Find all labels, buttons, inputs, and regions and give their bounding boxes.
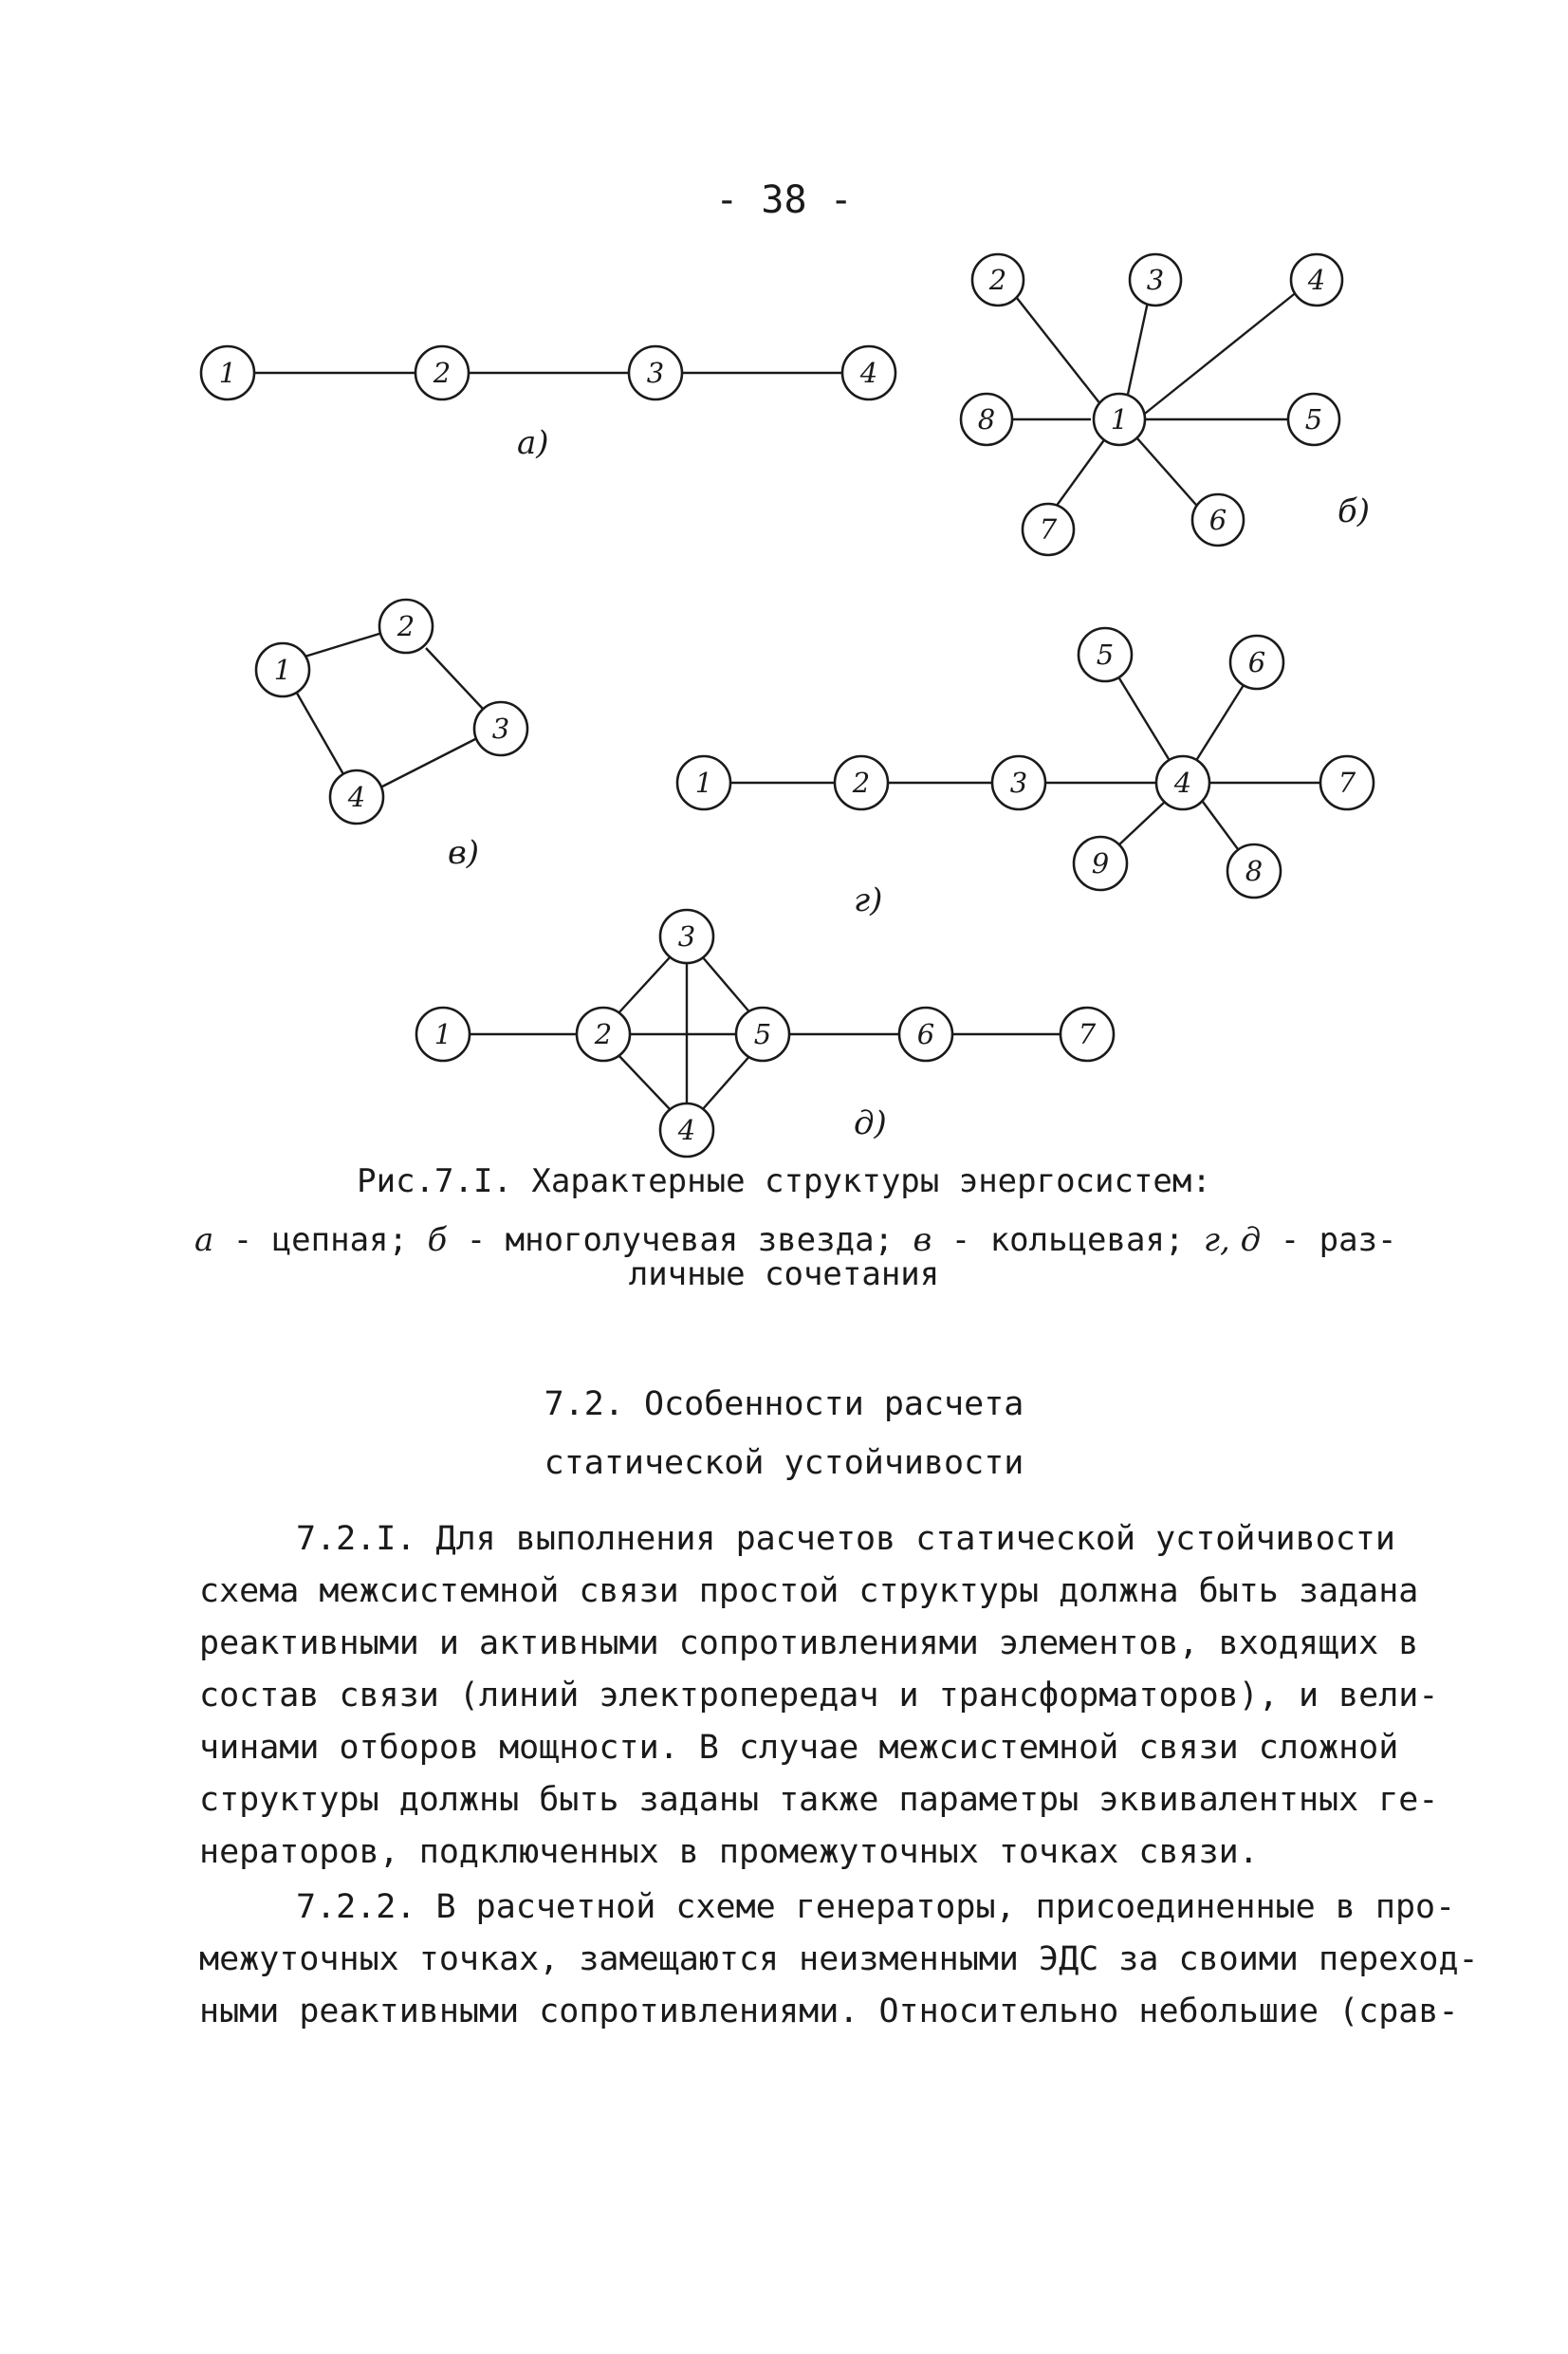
svg-text:8: 8	[1245, 855, 1264, 887]
caption-text-v: - кольцевая;	[932, 1221, 1204, 1259]
svg-text:6: 6	[916, 1018, 935, 1050]
label-d: д)	[854, 1104, 887, 1142]
svg-text:5: 5	[753, 1018, 772, 1050]
body-line: структуры должны быть заданы также параметры эквивалентных ге-	[199, 1781, 1439, 1819]
node-b-1	[1094, 394, 1145, 445]
label-v: в)	[448, 834, 480, 872]
svg-text:8: 8	[977, 403, 996, 436]
node-d-2	[577, 1008, 630, 1061]
edge-d-4-5	[702, 1053, 752, 1110]
node-d-6	[899, 1008, 952, 1061]
edge-g-4-5	[1119, 678, 1169, 759]
svg-text:3: 3	[646, 357, 665, 389]
svg-text:2: 2	[988, 264, 1007, 296]
node-a-4	[842, 346, 895, 399]
node-g-1	[677, 756, 730, 809]
caption-mark-gd: г, д	[1203, 1221, 1262, 1259]
svg-text:4: 4	[1173, 767, 1192, 799]
svg-text:1: 1	[694, 767, 713, 799]
body-line: межуточных точках, замещаются неизменными ЭДС за своими переход-	[199, 1940, 1479, 1978]
edge-b-1-7	[1051, 437, 1106, 513]
diagram-b-star	[961, 254, 1370, 555]
diagram-v-ring	[256, 600, 527, 872]
caption-mark-v: в	[913, 1221, 932, 1259]
body-line: нераторов, подключенных в промежуточных точках связи.	[199, 1833, 1259, 1871]
node-g-8	[1227, 844, 1281, 898]
node-b-7	[1023, 504, 1074, 555]
diagram-g-combination	[677, 628, 1374, 919]
svg-text:3: 3	[677, 920, 696, 953]
body-line: чинами отборов мощности. В случае межсистемной связи сложной	[199, 1729, 1399, 1767]
edge-v-1-2	[302, 633, 382, 658]
node-b-6	[1192, 494, 1244, 546]
node-g-7	[1320, 756, 1374, 809]
edge-g-4-9	[1117, 802, 1165, 846]
figure-caption-line3: личные сочетания	[628, 1255, 940, 1293]
svg-text:6: 6	[1247, 646, 1266, 678]
edge-d-3-5	[702, 956, 752, 1015]
section-heading-line1: 7.2. Особенности расчета	[544, 1385, 1024, 1423]
edge-g-4-8	[1203, 802, 1238, 849]
diagram-a-chain	[201, 346, 895, 462]
svg-text:2: 2	[852, 767, 871, 799]
node-g-3	[992, 756, 1045, 809]
edge-d-2-3	[617, 956, 671, 1015]
node-b-2	[972, 254, 1024, 306]
svg-text:6: 6	[1208, 504, 1227, 536]
svg-text:7: 7	[1039, 513, 1058, 546]
node-d-3	[660, 910, 713, 963]
edge-d-2-4	[617, 1053, 671, 1110]
page-number: - 38 -	[715, 178, 853, 222]
node-g-2	[835, 756, 888, 809]
node-d-4	[660, 1103, 713, 1157]
node-v-4	[330, 770, 383, 824]
node-g-5	[1079, 628, 1132, 681]
caption-text-b: - многолучевая звезда;	[447, 1221, 913, 1259]
label-g: г)	[854, 881, 883, 919]
edge-v-2-3	[426, 648, 483, 709]
svg-text:7: 7	[1337, 767, 1356, 799]
body-line: реактивными и активными сопротивлениями элементов, входящих в	[199, 1624, 1419, 1662]
node-v-2	[379, 600, 433, 653]
svg-text:3: 3	[491, 713, 510, 745]
svg-text:7: 7	[1078, 1018, 1097, 1050]
body-line: 7.2.I. Для выполнения расчетов статической устойчивости	[296, 1520, 1395, 1558]
caption-mark-a: а	[194, 1221, 214, 1259]
edge-g-4-6	[1197, 685, 1244, 759]
svg-text:2: 2	[397, 610, 415, 642]
svg-text:2: 2	[433, 357, 452, 389]
node-d-5	[736, 1008, 789, 1061]
svg-text:3: 3	[1146, 264, 1165, 296]
edge-b-1-6	[1136, 437, 1203, 512]
body-line: схема межсистемной связи простой структуры должна быть задана	[199, 1572, 1419, 1610]
node-g-6	[1230, 636, 1283, 689]
svg-text:1: 1	[1110, 403, 1129, 436]
edge-v-4-1	[295, 690, 343, 774]
figure-caption-title: Рис.7.I. Характерные структуры энергосистем:	[357, 1162, 1211, 1200]
node-a-2	[415, 346, 469, 399]
node-a-1	[201, 346, 254, 399]
svg-text:4: 4	[1307, 264, 1326, 296]
svg-text:1: 1	[218, 357, 237, 389]
node-b-3	[1130, 254, 1181, 306]
caption-mark-b: б	[427, 1221, 448, 1259]
diagram-d-combination	[416, 910, 1114, 1157]
edge-b-1-2	[1003, 280, 1108, 414]
node-v-3	[474, 702, 527, 755]
node-a-3	[629, 346, 682, 399]
label-a: а)	[517, 424, 549, 462]
body-line: ными реактивными сопротивлениями. Относительно небольшие (срав-	[199, 1993, 1459, 2030]
body-line: 7.2.2. В расчетной схеме генераторы, присоединенные в про-	[296, 1888, 1456, 1926]
svg-text:4: 4	[677, 1114, 696, 1146]
label-b: б)	[1337, 492, 1371, 530]
svg-text:3: 3	[1009, 767, 1028, 799]
node-d-1	[416, 1008, 470, 1061]
svg-text:1: 1	[273, 654, 292, 686]
svg-text:5: 5	[1304, 403, 1323, 436]
edge-v-3-4	[380, 738, 477, 788]
node-d-7	[1061, 1008, 1114, 1061]
node-g-9	[1074, 837, 1127, 890]
svg-text:1: 1	[434, 1018, 452, 1050]
body-line: состав связи (линий электропередач и трансформаторов), и вели-	[199, 1677, 1439, 1715]
svg-text:2: 2	[594, 1018, 613, 1050]
caption-text-gd: - раз-	[1261, 1221, 1397, 1259]
node-b-4	[1291, 254, 1342, 306]
section-heading-line2: статической устойчивости	[544, 1444, 1024, 1482]
svg-text:4: 4	[347, 781, 366, 813]
node-b-8	[961, 394, 1012, 445]
svg-text:4: 4	[859, 357, 878, 389]
svg-text:9: 9	[1091, 847, 1110, 880]
node-b-5	[1288, 394, 1339, 445]
node-v-1	[256, 643, 309, 696]
caption-text-a: - цепная;	[213, 1221, 428, 1259]
node-g-4	[1156, 756, 1209, 809]
svg-text:5: 5	[1096, 639, 1115, 671]
figure-caption-legend	[194, 1221, 1397, 1259]
